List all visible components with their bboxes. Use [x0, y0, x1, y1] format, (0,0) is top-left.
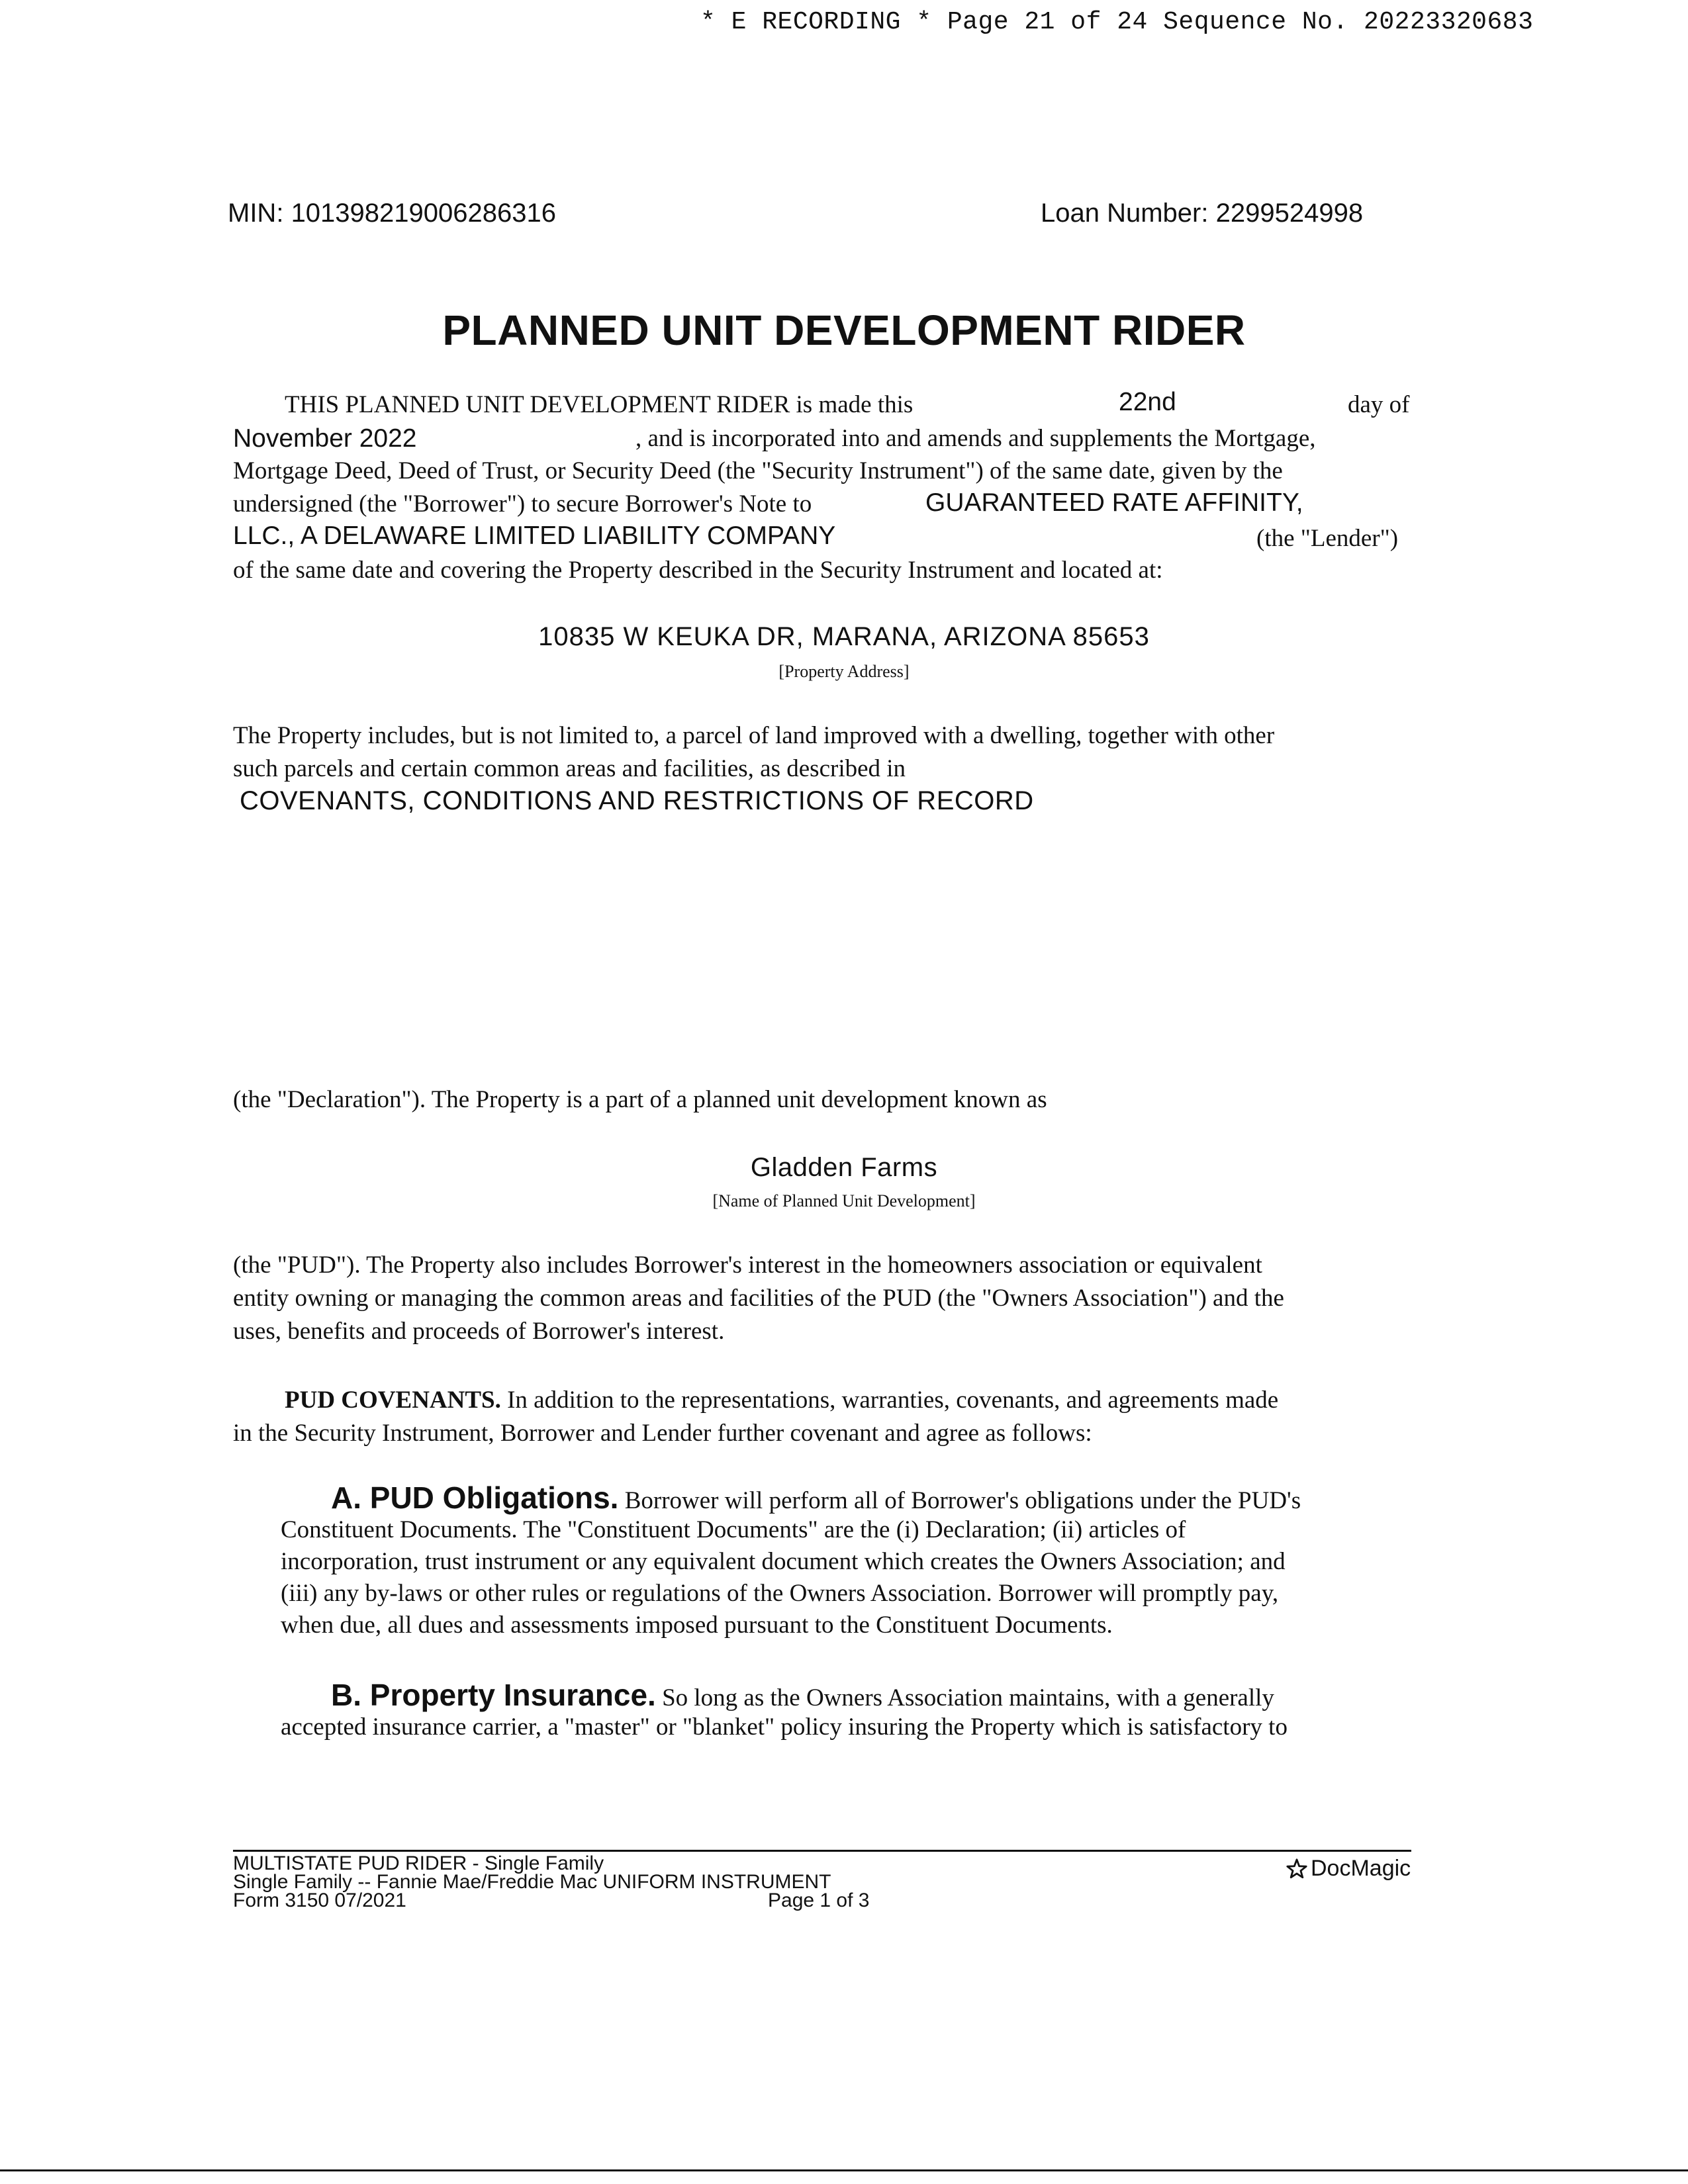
- includes-line-1: The Property includes, but is not limited to, a parcel of land improved with a dwelling, together with other: [233, 722, 1275, 749]
- section-b-text-1: So long as the Owners Association maintains, with a generally: [655, 1684, 1274, 1711]
- section-b-heading: B. Property Insurance.: [331, 1678, 656, 1712]
- lender-name-part-2: LLC., A DELAWARE LIMITED LIABILITY COMPANY: [233, 522, 836, 550]
- section-a-line-5: when due, all dues and assessments imposed pursuant to the Constituent Documents.: [281, 1612, 1113, 1639]
- bottom-edge-rule: [0, 2169, 1688, 2171]
- min-line: [228, 199, 556, 228]
- footer-line-3: Form 3150 07/2021: [233, 1889, 406, 1911]
- section-a-line-3: incorporation, trust instrument or any equivalent document which creates the Owners Association; and: [281, 1548, 1286, 1575]
- section-b-line-1: [331, 1677, 1274, 1713]
- section-a-line-1: [331, 1480, 1301, 1516]
- property-address: 10835 W KEUKA DR, MARANA, ARIZONA 85653: [538, 622, 1150, 651]
- section-a-line-4: (iii) any by-laws or other rules or regulations of the Owners Association. Borrower will promptly pay,: [281, 1580, 1279, 1607]
- declaration-line: (the "Declaration"). The Property is a part of a planned unit development known as: [233, 1086, 1047, 1113]
- intro-line-3: Mortgage Deed, Deed of Trust, or Security Deed (the "Security Instrument") of the same date, given by the: [233, 457, 1283, 484]
- declaration-value: COVENANTS, CONDITIONS AND RESTRICTIONS OF RECORD: [240, 786, 1034, 815]
- covenants-line-2: in the Security Instrument, Borrower and Lender further covenant and agree as follows:: [233, 1420, 1092, 1447]
- star-outline-icon: [1286, 1858, 1308, 1880]
- lender-name-part-1: GUARANTEED RATE AFFINITY,: [925, 488, 1303, 517]
- section-b-line-2: accepted insurance carrier, a "master" or "blanket" policy insuring the Property which is satisfactory to: [281, 1713, 1288, 1741]
- footer-line-2: Single Family -- Fannie Mae/Freddie Mac UNIFORM INSTRUMENT: [233, 1871, 831, 1893]
- pud-paragraph-line-3: uses, benefits and proceeds of Borrower's interest.: [233, 1318, 725, 1345]
- section-a-heading: A. PUD Obligations.: [331, 1480, 619, 1515]
- property-address-caption: [Property Address]: [778, 662, 910, 681]
- footer-page-number: Page 1 of 3: [768, 1889, 870, 1911]
- covenants-text-1: In addition to the representations, warranties, covenants, and agreements made: [500, 1387, 1279, 1414]
- min-value: 101398219006286316: [291, 199, 556, 228]
- intro-day-value: 22nd: [1119, 388, 1176, 416]
- includes-line-2: such parcels and certain common areas and facilities, as described in: [233, 755, 906, 782]
- covenants-heading: PUD COVENANTS.: [285, 1387, 501, 1414]
- lender-suffix: (the "Lender"): [1256, 525, 1399, 552]
- pud-paragraph-line-2: entity owning or managing the common areas and facilities of the PUD (the "Owners Association") and the: [233, 1285, 1284, 1312]
- loan-number-line: [1041, 199, 1363, 228]
- brand-name: DocMagic: [1311, 1856, 1411, 1881]
- covenants-line-1: [285, 1386, 1278, 1414]
- section-a-line-2: Constituent Documents. The "Constituent Documents" are the (i) Declaration; (ii) articles of: [281, 1516, 1186, 1543]
- loan-number-value: 2299524998: [1215, 199, 1364, 228]
- footer-rule: [233, 1850, 1411, 1852]
- recording-header: * E RECORDING * Page 21 of 24 Sequence No. 20223320683: [700, 8, 1534, 36]
- intro-date-value: November 2022: [233, 424, 417, 453]
- intro-line-5: of the same date and covering the Property described in the Security Instrument and located at:: [233, 557, 1163, 584]
- min-label: MIN:: [228, 199, 284, 228]
- intro-day-of: day of: [1348, 391, 1410, 418]
- docmagic-brand: [1286, 1856, 1411, 1882]
- pud-name: Gladden Farms: [750, 1153, 938, 1182]
- footer-line-1: MULTISTATE PUD RIDER - Single Family: [233, 1852, 604, 1874]
- intro-line-1: THIS PLANNED UNIT DEVELOPMENT RIDER is made this: [285, 391, 914, 418]
- intro-line-2: , and is incorporated into and amends and supplements the Mortgage,: [635, 425, 1316, 452]
- pud-paragraph-line-1: (the "PUD"). The Property also includes Borrower's interest in the homeowners association or equivalent: [233, 1251, 1262, 1279]
- pud-name-caption: [Name of Planned Unit Development]: [712, 1191, 976, 1210]
- document-title: PLANNED UNIT DEVELOPMENT RIDER: [442, 306, 1246, 354]
- loan-number-label: Loan Number:: [1041, 199, 1209, 228]
- section-a-text-1: Borrower will perform all of Borrower's obligations under the PUD's: [618, 1487, 1301, 1514]
- intro-line-4: undersigned (the "Borrower") to secure Borrower's Note to: [233, 490, 812, 518]
